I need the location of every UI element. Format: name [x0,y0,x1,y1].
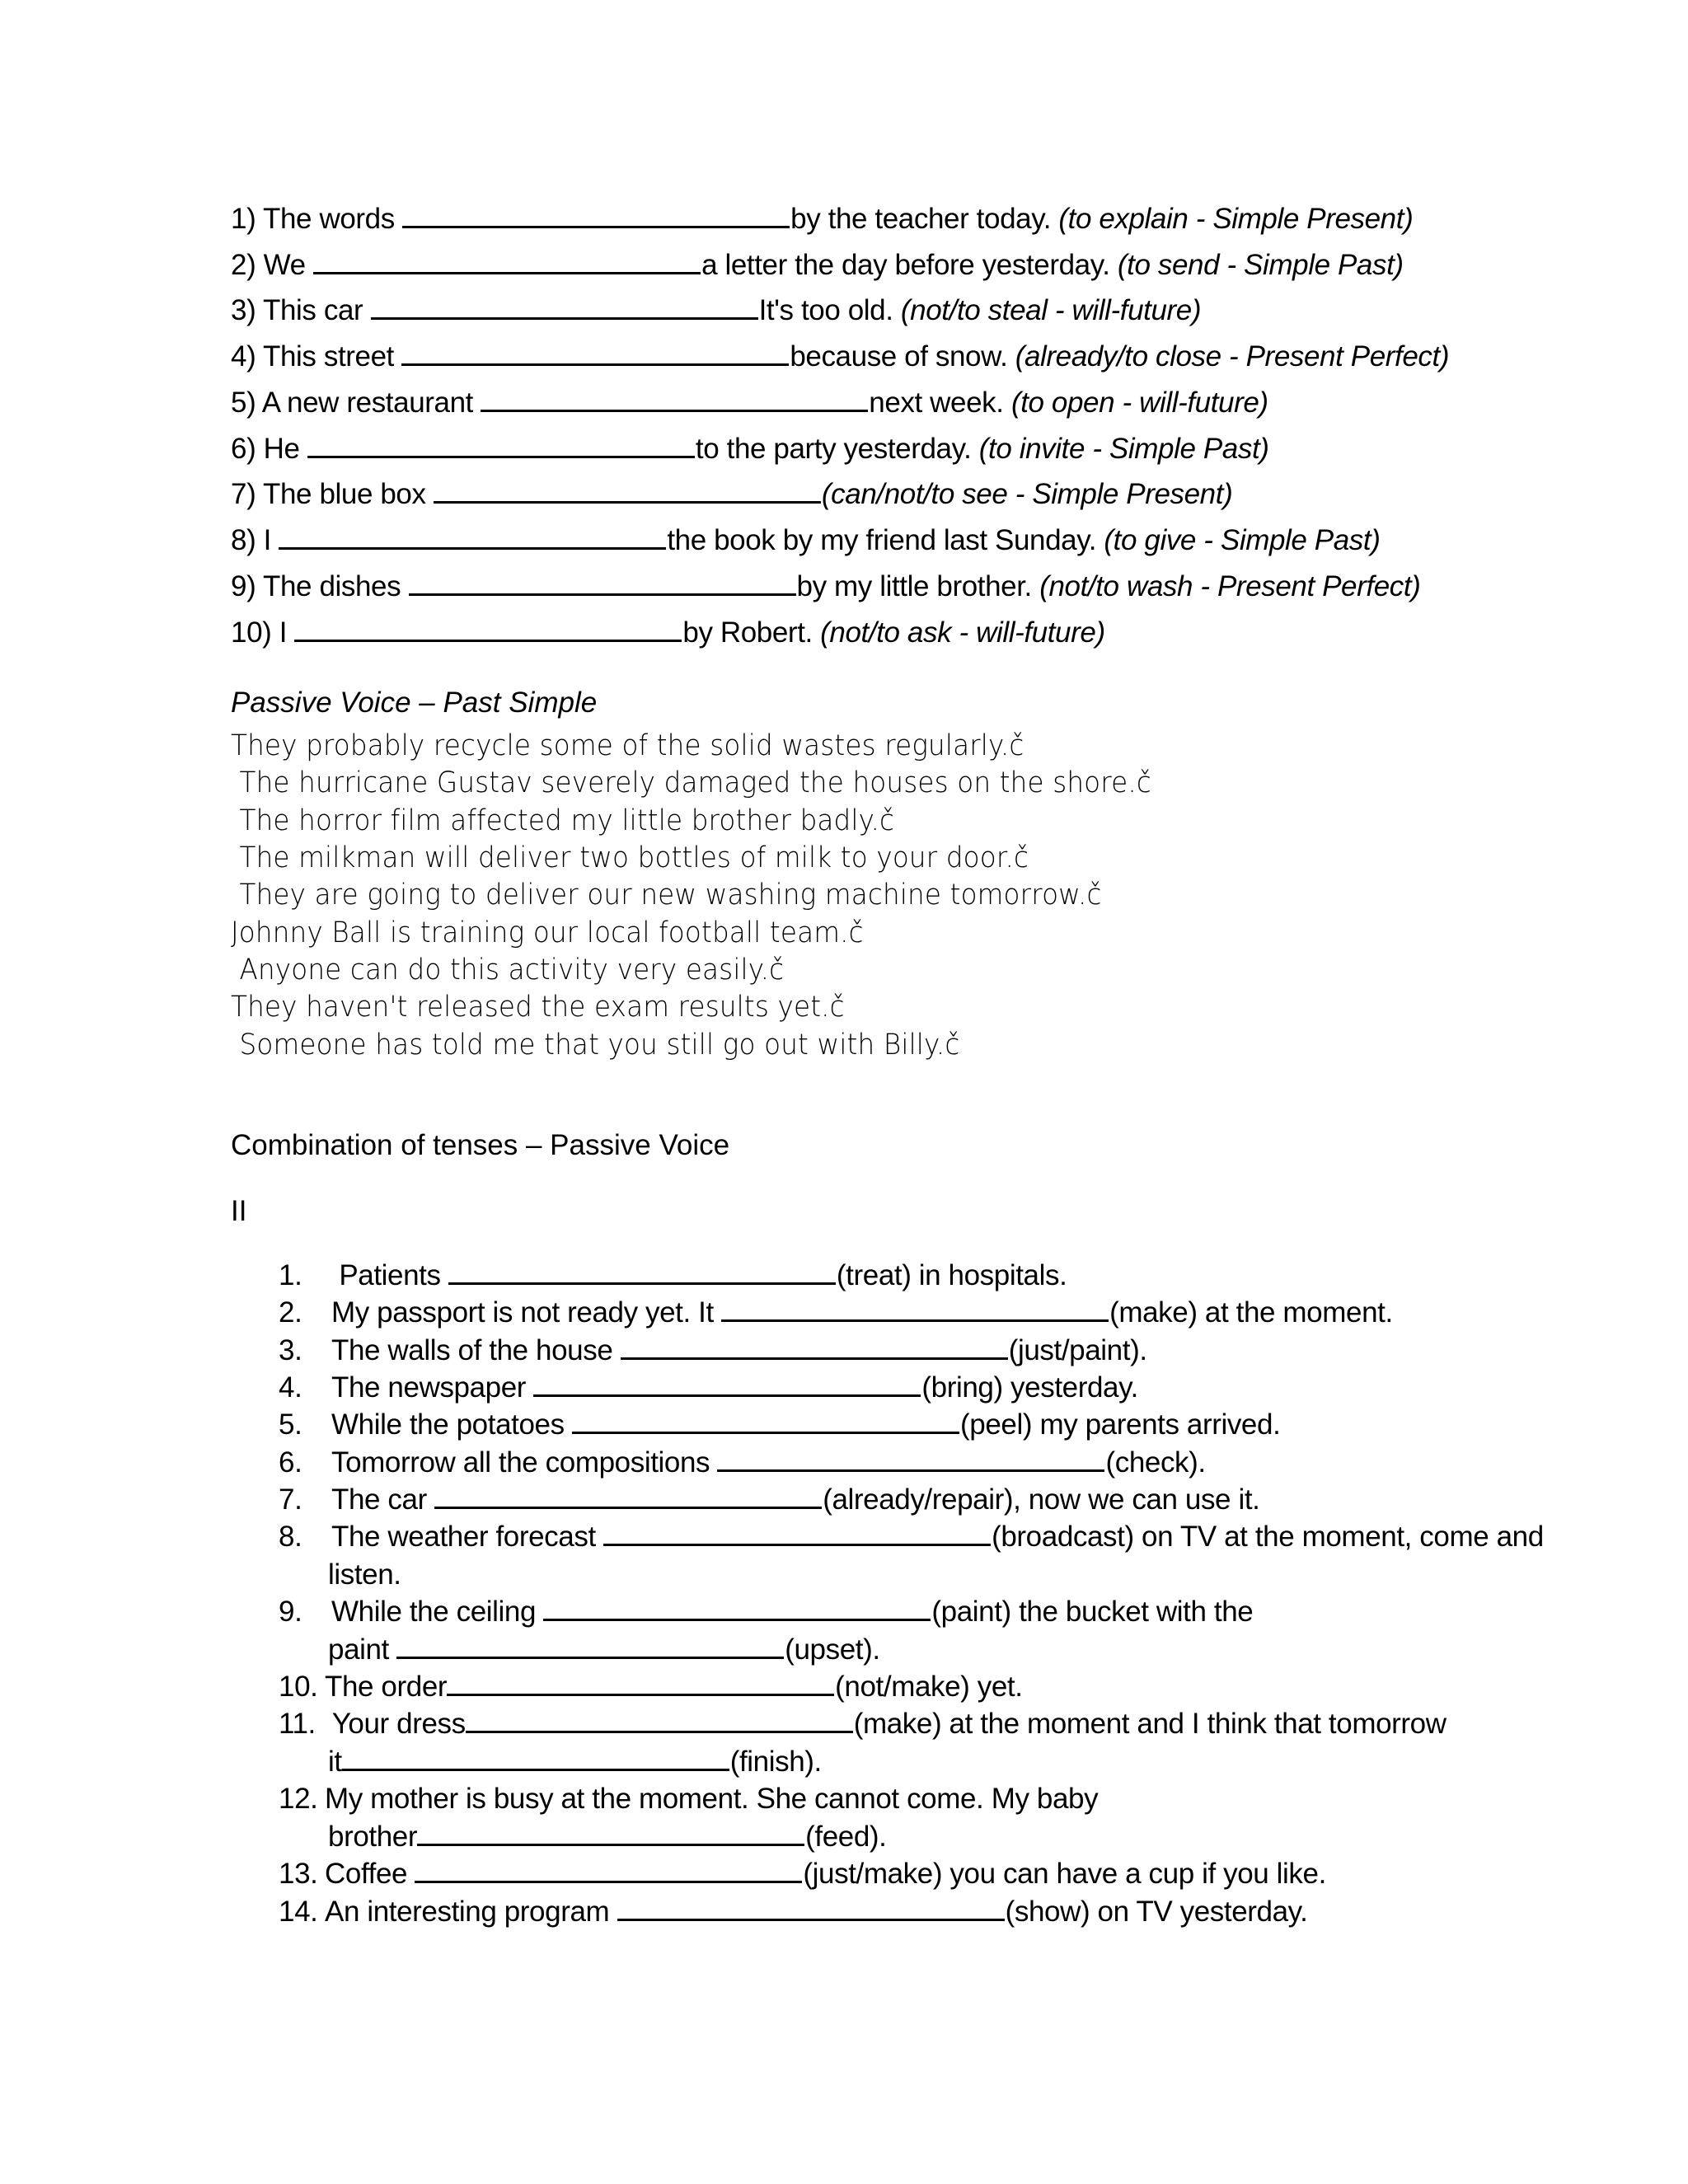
answer-blank[interactable] [621,1336,1008,1360]
item-number: 1. [279,1259,302,1291]
item-text: because of snow. [790,340,1015,373]
exercise2-item-continuation [328,1821,886,1854]
exercise2-item-continuation [328,1633,880,1666]
exercise2-item [279,1446,1206,1479]
item-number: 3) [231,294,264,326]
item-number: 13. [279,1858,318,1890]
item-text: The order [325,1671,448,1703]
item-text: it [328,1746,342,1778]
item-text: (upset). [785,1633,880,1666]
answer-blank[interactable] [434,1485,822,1509]
answer-blank[interactable] [342,1747,729,1771]
exercise2-item [279,1596,1253,1629]
item-number: 2. [279,1296,302,1329]
transform-sentence: The hurricane Gustav severely damaged the houses on the shore.č [231,766,1151,799]
item-number: 5) [231,387,262,419]
exercise1-item [231,570,1420,603]
item-text: We [263,249,314,281]
item-text: the book by my friend last Sunday. [667,524,1104,556]
item-text: (make) at the moment and I think that tomorrow [853,1708,1447,1740]
answer-blank[interactable] [543,1597,931,1621]
item-text: (broadcast) on TV at the moment, come and [992,1521,1544,1553]
item-text: Coffee [325,1858,415,1890]
item-text: This car [263,294,371,326]
item-text: A new restaurant [261,387,481,419]
section-heading-passive-past: Passive Voice – Past Simple [231,687,598,719]
exercise1-item [231,524,1380,557]
exercise1-item [231,340,1449,373]
exercise2-item [279,1371,1138,1404]
item-text: The car [331,1483,435,1516]
answer-blank[interactable] [617,1897,1005,1921]
answer-blank[interactable] [533,1373,921,1397]
item-number: 6. [279,1446,302,1479]
item-number: 2) [231,249,264,281]
answer-blank[interactable] [401,342,789,366]
item-text: to the party yesterday. [695,433,979,465]
item-text: The weather forecast [331,1521,604,1553]
answer-blank[interactable] [447,1672,834,1696]
exercise2-item-continuation [328,1746,822,1779]
transform-sentence: Anyone can do this activity very easily.č [231,954,785,987]
item-number: 5. [279,1408,302,1441]
item-text: The walls of the house [331,1334,621,1366]
item-text: paint [328,1633,397,1666]
answer-blank[interactable] [466,1709,853,1733]
item-text: (check). [1105,1446,1206,1479]
transform-sentence: They haven't released the exam results yet.č [231,991,845,1024]
item-number: 8. [279,1521,302,1553]
transform-sentence: Johnny Ball is training our local football team.č [231,916,864,949]
item-text: Tomorrow all the compositions [331,1446,718,1479]
transform-sentence: The horror film affected my little brother badly.č [231,804,895,837]
answer-blank[interactable] [409,572,796,596]
section-heading-combination: Combination of tenses – Passive Voice [231,1129,730,1161]
item-text: Your dress [325,1708,466,1740]
item-number: 10) [231,616,279,649]
item-text: I [263,524,279,556]
exercise2-item-continuation [328,1558,401,1591]
item-text: (treat) in hospitals. [836,1259,1067,1291]
item-text: brother [328,1821,418,1853]
item-number: 14. [279,1896,318,1928]
exercise1-item [231,433,1269,466]
exercise2-item [279,1783,1098,1816]
answer-blank[interactable] [603,1522,991,1546]
grammar-hint: (to open - will-future) [1010,387,1268,419]
item-number: 8) [231,524,264,556]
item-number: 3. [279,1334,302,1366]
item-text: The blue box [263,478,434,510]
grammar-hint: (to invite - Simple Past) [978,433,1269,465]
item-text: Patients [331,1259,448,1291]
answer-blank[interactable] [434,480,821,504]
item-text: by my little brother. [796,570,1040,602]
exercise2-item [279,1334,1147,1367]
exercise2-item [279,1521,1544,1554]
grammar-hint: (not/to steal - will-future) [900,294,1202,326]
item-number: 11. [279,1708,316,1740]
exercise1-item [231,616,1105,649]
item-text: (not/make) yet. [835,1671,1023,1703]
item-text: (show) on TV yesterday. [1005,1896,1308,1928]
answer-blank[interactable] [307,434,695,458]
exercise2-item [279,1671,1023,1704]
answer-blank[interactable] [481,388,868,412]
item-number: 6) [231,433,264,465]
item-text: listen. [328,1558,401,1591]
item-text: next week. [869,387,1011,419]
answer-blank[interactable] [721,1298,1109,1322]
item-text: While the ceiling [331,1596,544,1628]
exercise2-item [279,1483,1259,1516]
grammar-hint: (can/not/to see - Simple Present) [821,478,1233,510]
item-text: (already/repair), now we can use it. [823,1483,1260,1516]
answer-blank[interactable] [572,1410,959,1434]
answer-blank[interactable] [294,618,682,642]
exercise1-item [231,294,1201,327]
item-text: (feed). [805,1821,887,1853]
answer-blank[interactable] [417,1822,804,1846]
grammar-hint: (to send - Simple Past) [1117,249,1404,281]
grammar-hint: (not/to wash - Present Perfect) [1039,570,1421,602]
item-text: by Robert. [682,616,821,649]
answer-blank[interactable] [448,1261,836,1285]
item-number: 9. [279,1596,302,1628]
exercise2-item [279,1259,1067,1292]
answer-blank[interactable] [371,296,758,320]
item-text: (make) at the moment. [1109,1296,1393,1329]
item-number: 12. [279,1783,318,1815]
item-text: It's too old. [758,294,901,326]
answer-blank[interactable] [396,1635,784,1659]
grammar-hint: (to explain - Simple Present) [1058,203,1414,235]
grammar-hint: (not/to ask - will-future) [820,616,1105,649]
exercise1-item [231,387,1268,419]
exercise1-item [231,478,1232,511]
item-number: 4. [279,1371,302,1404]
item-number: 7. [279,1483,302,1516]
item-number: 4) [231,340,264,373]
item-number: 1) [231,203,264,235]
item-number: 10. [279,1671,318,1703]
item-text: An interesting program [325,1896,617,1928]
grammar-hint: (already/to close - Present Perfect) [1015,340,1450,373]
item-text: (bring) yesterday. [921,1371,1138,1404]
exercise1-item [231,249,1404,282]
item-number: 7) [231,478,264,510]
transform-sentence: They are going to deliver our new washing machine tomorrow.č [231,879,1102,912]
item-text: My mother is busy at the moment. She cannot come. My baby [325,1783,1099,1815]
item-text: a letter the day before yesterday. [701,249,1118,281]
answer-blank[interactable] [313,251,701,274]
item-text: The words [263,203,403,235]
item-text: (finish). [729,1746,822,1778]
item-text: The dishes [263,570,409,602]
grammar-hint: (to give - Simple Past) [1104,524,1381,556]
exercise2-item [279,1708,1447,1741]
transform-sentence: The milkman will deliver two bottles of milk to your door.č [231,841,1029,874]
item-text: While the potatoes [331,1408,573,1441]
answer-blank[interactable] [279,526,666,550]
exercise2-item [279,1858,1326,1891]
item-text: (paint) the bucket with the [931,1596,1254,1628]
transform-sentence: Someone has told me that you still go out with Billy.č [231,1029,960,1062]
transform-sentence: They probably recycle some of the solid wastes regularly.č [231,729,1025,762]
section-number: II [231,1195,247,1227]
item-text: by the teacher today. [790,203,1059,235]
item-text: (peel) my parents arrived. [960,1408,1281,1441]
item-text: (just/make) you can have a cup if you like. [803,1858,1326,1890]
item-text: This street [263,340,402,373]
item-text: (just/paint). [1008,1334,1147,1366]
answer-blank[interactable] [415,1859,802,1883]
item-text: I [279,616,295,649]
exercise1-item [231,203,1413,236]
answer-blank[interactable] [717,1448,1104,1472]
item-number: 9) [231,570,264,602]
exercise2-item [279,1896,1307,1929]
exercise2-item [279,1296,1393,1329]
exercise2-item [279,1408,1280,1441]
item-text: He [263,433,307,465]
answer-blank[interactable] [402,204,790,228]
item-text: My passport is not ready yet. It [331,1296,722,1329]
item-text: The newspaper [331,1371,534,1404]
